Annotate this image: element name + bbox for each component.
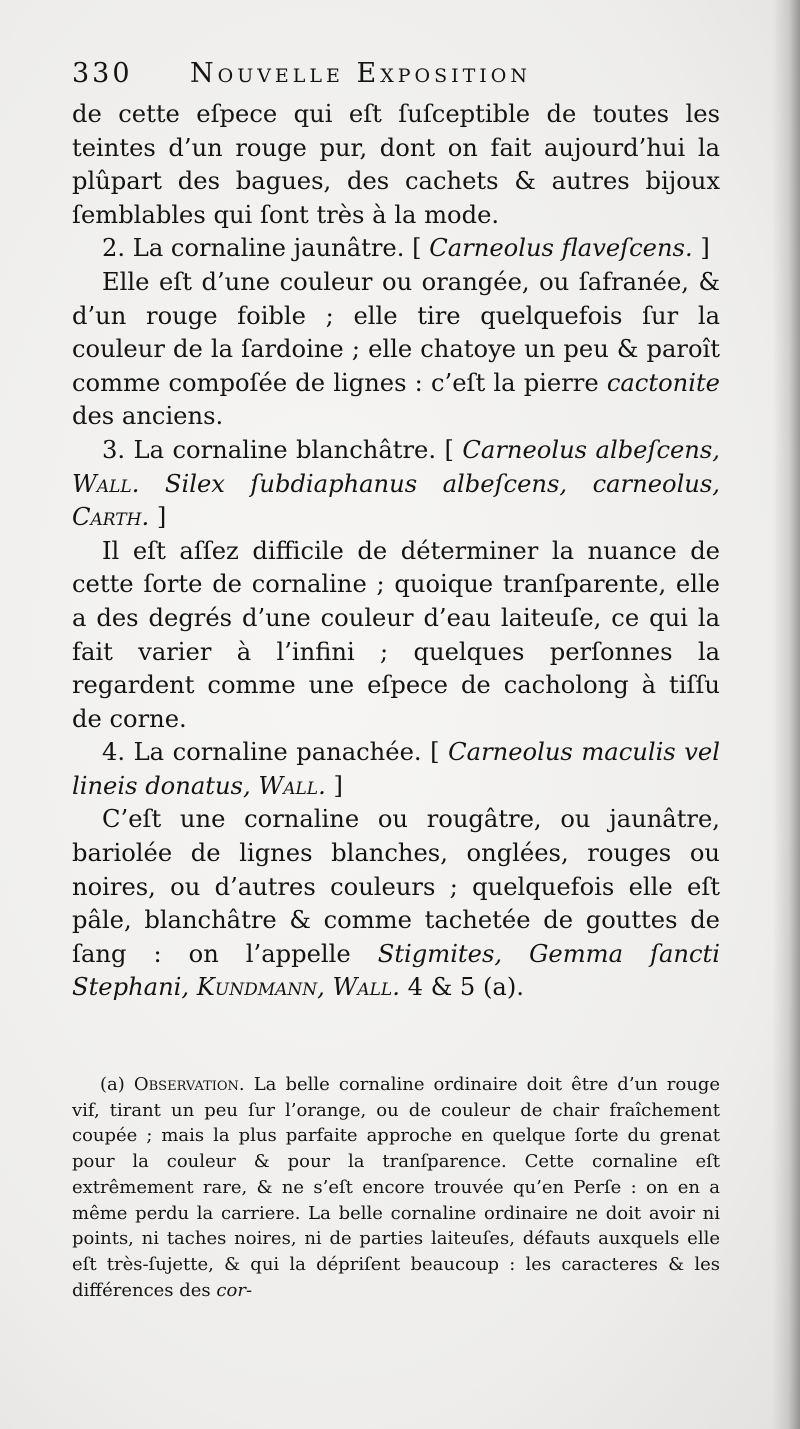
footnote-text: La belle cornaline ordinaire doit être d’un rouge vif, tirant un peu ſur l’orange, ou de couleur de chair fraîchement coupée ; mais la plus parfaite approche en quelque ſorte du grenat pour la couleur & pour la tranſparence. Cette cornaline eſt extrêmement rare, & ne s’eſt encore trouvée qu’en Perſe : on en a même perdu la carriere. La belle cornaline ordinaire ne doit avoir ni points, ni taches noires, ni de parties laiteuſes, défauts auxquels elle eſt très-ſujette, & qui la dépriſent beaucoup : les caracteres & les différences des <box>72 1074 720 1301</box>
entry-2-latin: Carneolus flaveſcens. <box>429 234 693 263</box>
entry-2-description <box>72 266 720 434</box>
entry-3-latin-alt: Silex ſubdiaphanus albeſcens, carneolus, <box>164 469 720 498</box>
entry-4-latin: Carneolus maculis vel lineis donatus, <box>72 738 720 800</box>
entry-4-names: Stigmites, Gemma ſancti Stephani, <box>72 939 720 1002</box>
entry-3-title: 3. La cornaline blanchâtre. [ <box>102 435 454 464</box>
entry-3-description: Il eſt aſſez difficile de déterminer la nuance de cette ſorte de cornaline ; quoique tranſparente, elle a des degrés d’une couleur d’eau laiteuſe, ce qui la fait varier à l’infini ; quelques perſonnes la regardent comme une eſpece de cacholong à tiſſu de corne. <box>72 536 720 733</box>
bracket-close: ] <box>156 503 167 532</box>
entry-4-authors: Kundmann, Wall. <box>196 973 400 1002</box>
entry-2-text: Elle eſt d’une couleur ou orangée, ou ſafranée, & d’un rouge foible ; elle tire quelquefois ſur la couleur de la ſardoine ; elle chatoye un peu & paroît comme compoſée de lignes : c’eſt la pierre <box>72 267 720 397</box>
entry-4-footnote-ref: 4 & 5 (a). <box>399 973 524 1002</box>
paragraph-continuation: de cette eſpece qui eſt ſuſceptible de toutes les teintes d’un rouge pur, dont on fait aujourd’hui la plûpart des bagues, des cachets & autres bijoux ſemblables qui ſont très à la mode. <box>72 100 720 229</box>
footnote-last-word: cor- <box>216 1279 253 1301</box>
page-edge-shadow <box>772 0 800 1429</box>
main-text <box>72 98 720 1005</box>
running-header <box>72 58 732 98</box>
entry-4-author: Wall. <box>258 771 326 800</box>
entry-2-title: 2. La cornaline jaunâtre. [ <box>102 234 422 263</box>
entry-3-heading <box>72 434 720 535</box>
entry-2-term: cactonite <box>606 368 720 397</box>
footnote-paragraph <box>72 1072 720 1303</box>
entry-4-description <box>72 803 720 1005</box>
entry-2-text-end: des anciens. <box>72 402 224 431</box>
entry-3-author-wall: Wall. <box>72 469 140 498</box>
footnote-mark: (a) <box>100 1074 125 1095</box>
entry-2-heading <box>72 232 720 266</box>
bracket-close: ] <box>700 234 710 263</box>
page-number: 330 <box>72 58 133 89</box>
entry-4-title: 4. La cornaline panachée. [ <box>102 738 440 767</box>
footnote-label: Observation. <box>133 1074 245 1095</box>
entry-4-text: C’eſt une cornaline ou rougâtre, ou jaunâtre, bariolée de lignes blanches, onglées, rouges ou noires, ou d’autres couleurs ; quelquefois elle eſt pâle, blanchâtre & comme tachetée de gouttes de ſang : on l’appelle <box>72 805 720 968</box>
entry-3-author-carth: Carth. <box>72 503 150 532</box>
entry-4-heading <box>72 736 720 803</box>
entry-3-latin: Carneolus albeſcens, <box>462 435 720 464</box>
footnote <box>72 1072 720 1303</box>
bracket-close: ] <box>333 771 343 800</box>
running-title: Nouvelle Exposition <box>190 58 531 89</box>
